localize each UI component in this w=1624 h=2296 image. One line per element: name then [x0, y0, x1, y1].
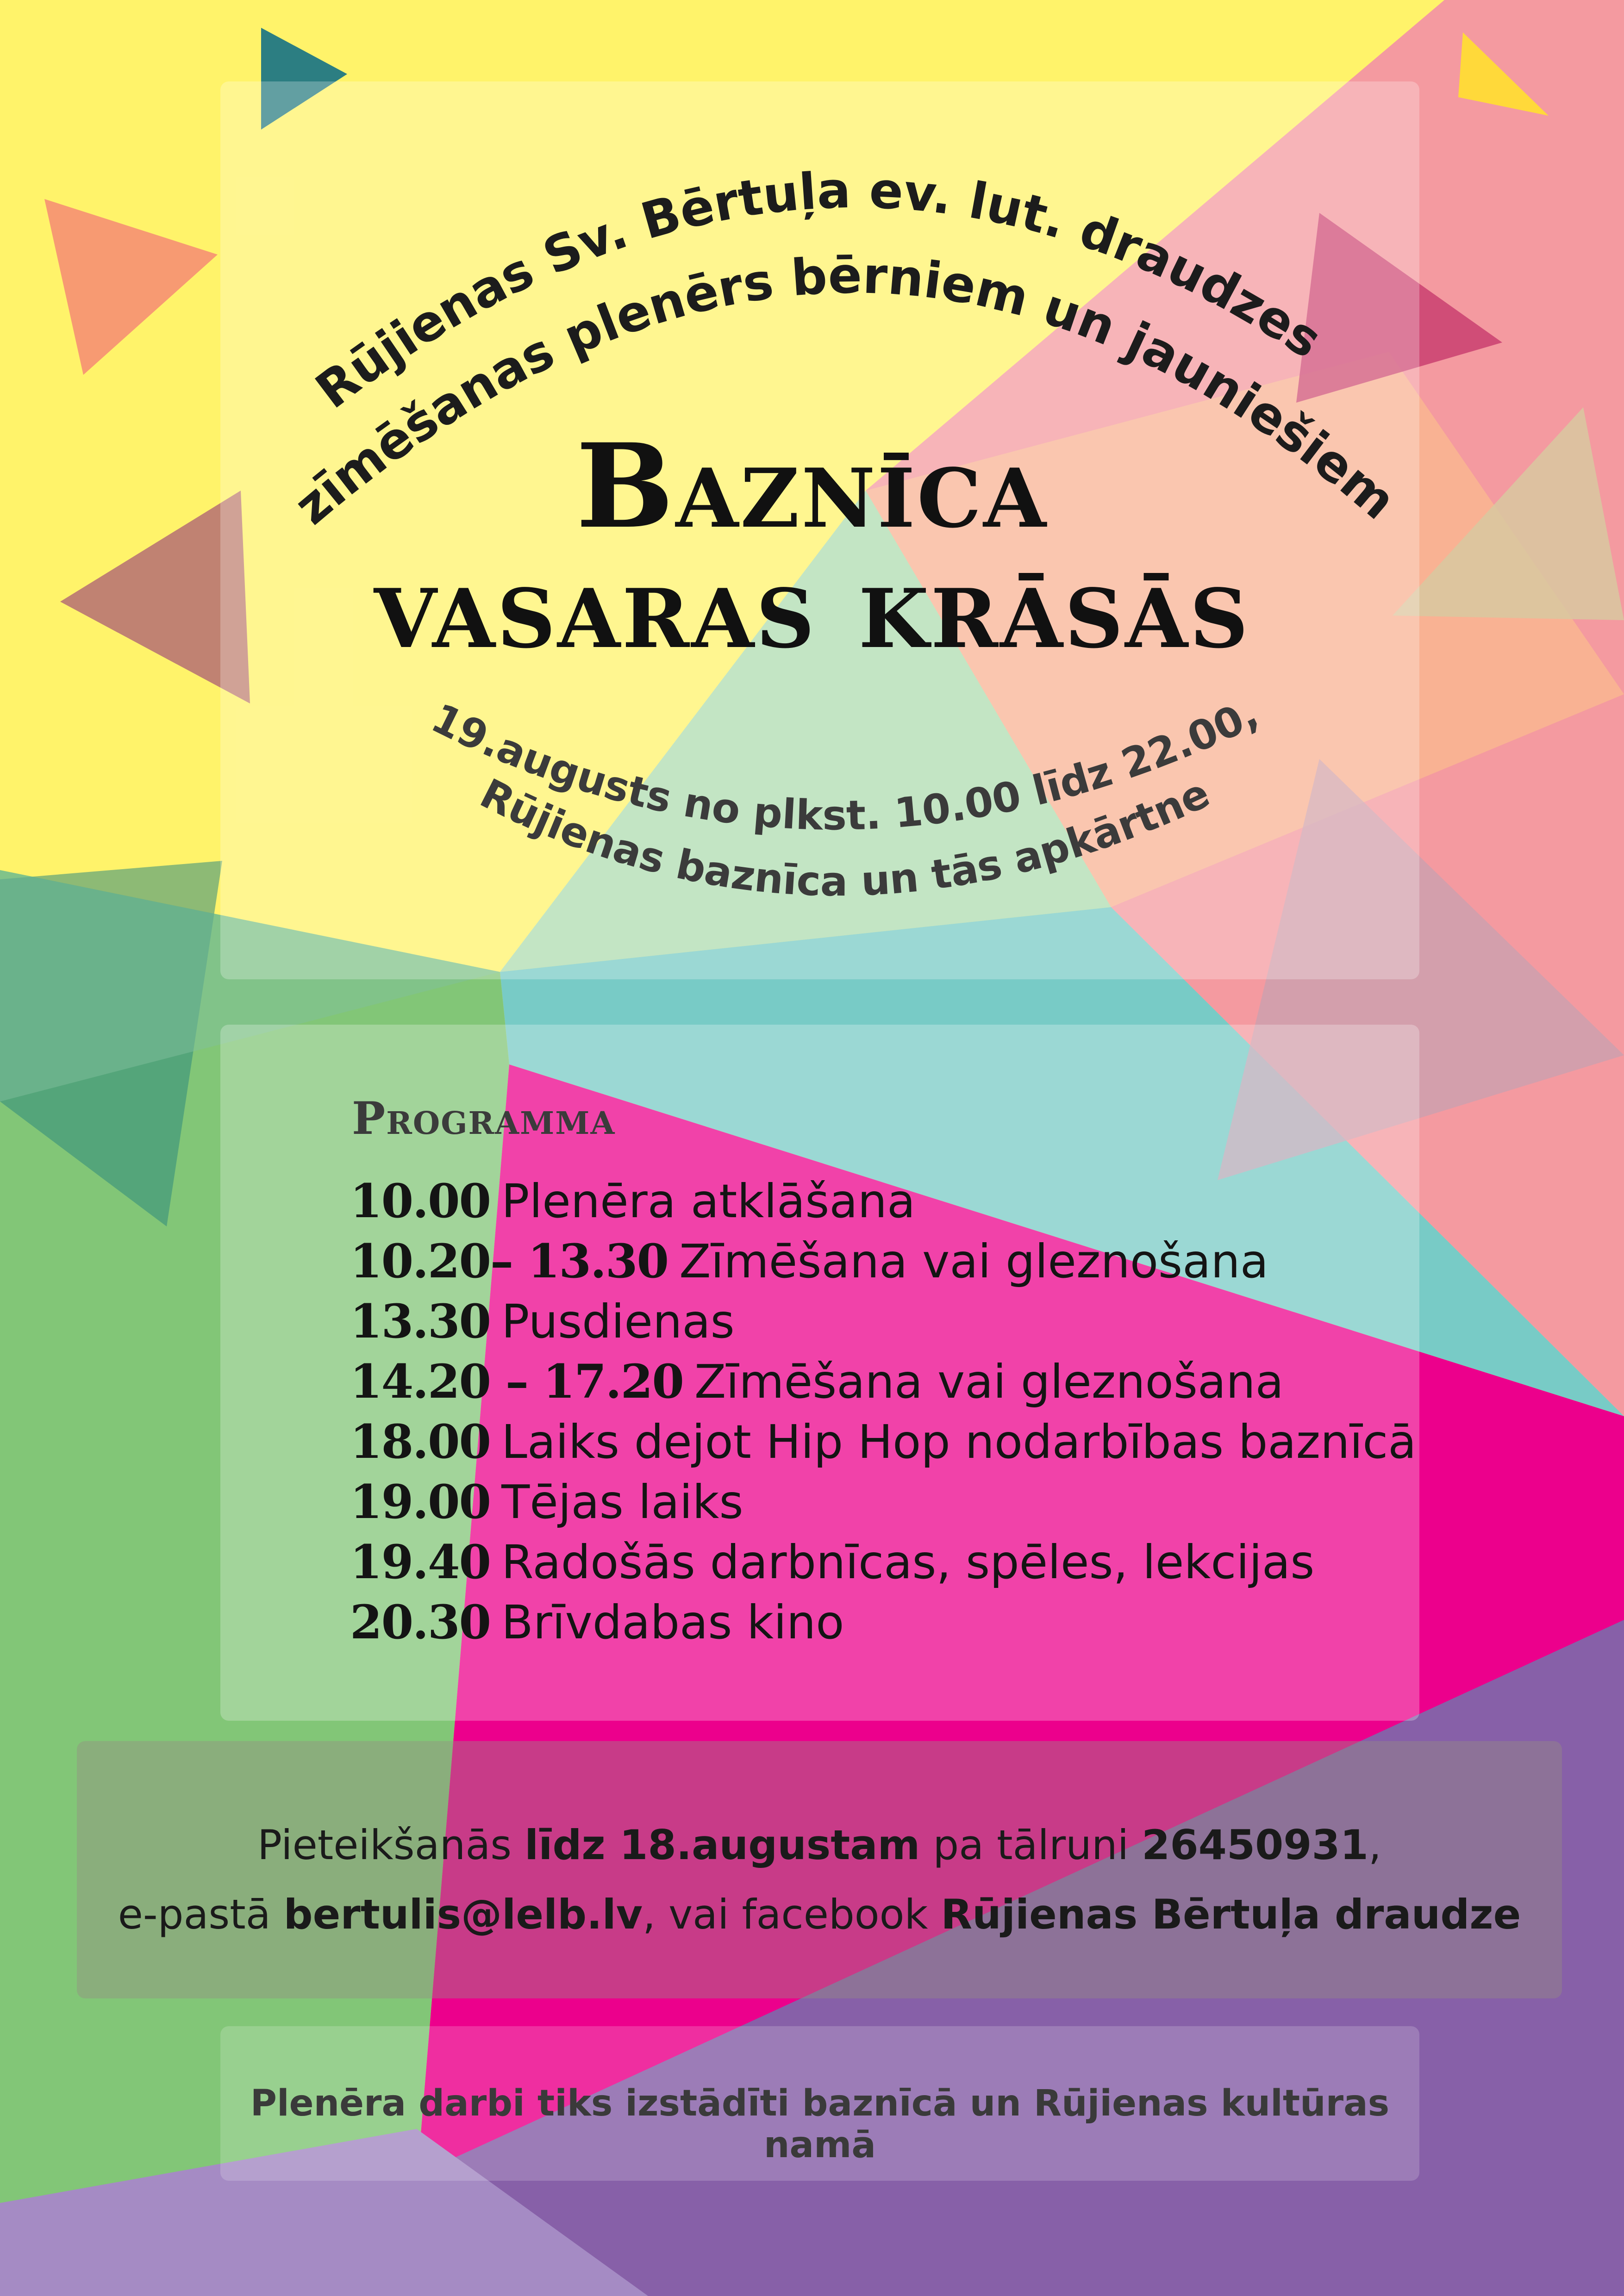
program-time: 14.20 – 17.20 — [350, 1354, 683, 1409]
program-time: 19.00 — [350, 1475, 491, 1529]
program-item — [350, 1171, 1417, 1231]
main-title-line-1: Baznīca — [576, 418, 1048, 554]
contact-text: pa tālruni — [920, 1821, 1142, 1869]
program-time: 10.00 — [350, 1174, 491, 1228]
program-item — [350, 1291, 1417, 1351]
program-time: 20.30 — [350, 1595, 491, 1649]
contact-text: , — [1368, 1821, 1381, 1869]
program-item — [350, 1231, 1417, 1291]
program-activity: Brīvdabas kino — [501, 1595, 844, 1649]
contact-text: Pieteikšanās — [257, 1821, 525, 1869]
program-activity: Zīmēšana vai gleznošana — [694, 1355, 1284, 1409]
program-activity: Laiks dejot Hip Hop nodarbības baznīcā — [501, 1415, 1417, 1469]
program-time: 10.20– 13.30 — [350, 1234, 668, 1288]
main-title-line-2: vasaras krāsās — [374, 538, 1250, 674]
program-time: 19.40 — [350, 1535, 491, 1589]
program-activity: Tējas laiks — [501, 1475, 743, 1529]
program-item — [350, 1351, 1417, 1412]
event-place: Rūjienas baznīca un tās apkārtne — [473, 769, 1217, 906]
program-time: 18.00 — [350, 1414, 491, 1469]
program-heading: Programma — [352, 1092, 616, 1145]
organizer-line: Rūjienas Sv. Bērtuļa ev. lut. draudzes — [305, 161, 1332, 420]
event-date: 19.augusts no plkst. 10.00 līdz 22.00, — [424, 689, 1266, 840]
contact-text: e-pastā — [118, 1891, 284, 1938]
registration-deadline: līdz 18.augustam — [525, 1821, 920, 1869]
contact-text: , vai facebook — [643, 1891, 941, 1938]
program-activity: Zīmēšana vai gleznošana — [679, 1234, 1269, 1288]
program-list — [350, 1171, 1417, 1652]
facebook-page: Rūjienas Bērtuļa draudze — [941, 1891, 1521, 1938]
exhibition-note: Plenēra darbi tiks izstādīti baznīcā un Rūjienas kultūras namā — [250, 2083, 1390, 2166]
program-activity: Plenēra atklāšana — [501, 1174, 916, 1228]
program-time: 13.30 — [350, 1294, 491, 1349]
program-item — [350, 1532, 1417, 1592]
program-item — [350, 1472, 1417, 1532]
program-item — [350, 1412, 1417, 1472]
phone-number: 26450931 — [1142, 1821, 1368, 1869]
contact-info — [77, 1811, 1562, 1949]
program-activity: Radošās darbnīcas, spēles, lekcijas — [501, 1535, 1315, 1589]
program-activity: Pusdienas — [501, 1294, 735, 1349]
event-type-line: zīmēšanas plenērs bērniem un jauniešiem — [283, 247, 1407, 536]
email-address: bertulis@lelb.lv — [283, 1891, 643, 1938]
program-item — [350, 1592, 1417, 1652]
